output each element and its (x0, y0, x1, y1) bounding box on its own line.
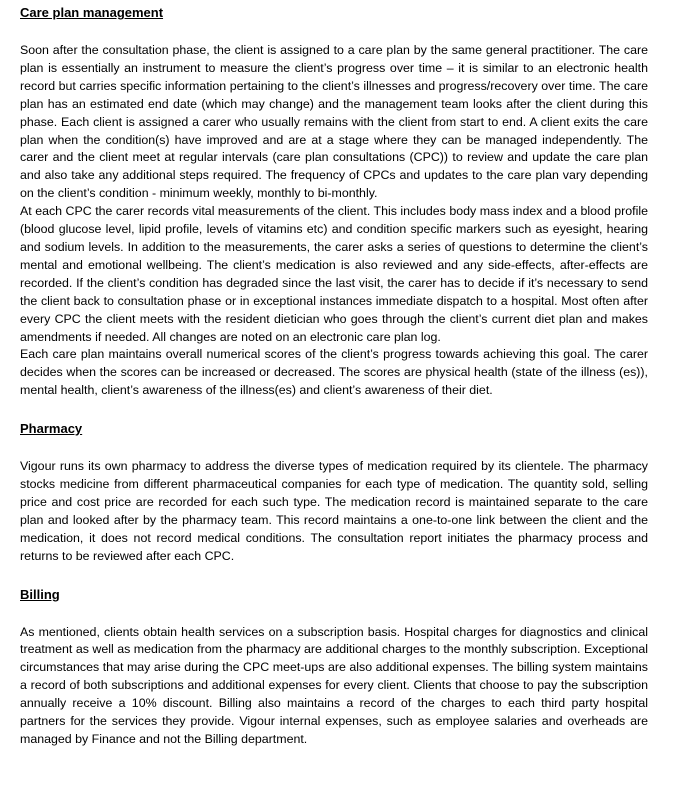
care-plan-paragraph-1: Soon after the consultation phase, the client is assigned to a care plan by the same general practitioner. The care plan is essentially an instrument to measure the client’s progress over time – it is similar to an electronic health record but carries specific information pertaining to the client’s illnesses and progress/recovery over time. The care plan has an estimated end date (which may change) and the management team looks after the client during this phase. Each client is assigned a carer who usually remains with the client from start to end. A client exits the care plan when the condition(s) have improved and are at a stage where they can be managed independently. The carer and the client meet at regular intervals (care plan consultations (CPC)) to review and update the care plan and also take any additional steps required. The frequency of CPCs and updates to the care plan vary depending on the client’s condition - minimum weekly, monthly to bi-monthly. (20, 43, 648, 201)
billing-paragraph-1: As mentioned, clients obtain health services on a subscription basis. Hospital charges for diagnostics and clinical treatment as well as medication from the pharmacy are additional charges to the monthly subscription. Exceptional circumstances that may arise during the CPC meet-ups are also additional expenses. The billing system maintains a record of both subscriptions and additional expenses for every client. Clients that choose to pay the subscription annually receive a 10% discount. Billing also maintains a record of the charges to each third party hospital partners for the services they provide. Vigour internal expenses, such as employee salaries and overheads are managed by Finance and not the Billing department. (20, 624, 648, 746)
care-plan-paragraph-2: At each CPC the carer records vital measurements of the client. This includes body mass index and a blood profile (blood glucose level, lipid profile, levels of vitamins etc) and condition specific markers such as eyesight, hearing and sodium levels. In addition to the measurements, the carer asks a series of questions to determine the client’s mental and emotional wellbeing. The client’s medication is also reviewed and any side-effects, after-effects are recorded. If the client’s condition has degraded since the last visit, the carer has to decide if it’s necessary to send the client back to consultation phase or in exceptional instances immediate dispatch to a hospital. Most often after every CPC the client meets with the resident dietician who goes through the client’s current diet plan and makes amendments if needed. All changes are noted on an electronic care plan log. (20, 204, 648, 344)
section-heading-billing: Billing (20, 586, 60, 602)
document-page (20, 4, 648, 749)
section-heading-care-plan-management: Care plan management (20, 5, 164, 20)
section-heading-pharmacy: Pharmacy (20, 421, 83, 437)
care-plan-paragraph-3: Each care plan maintains overall numerical scores of the client’s progress towards achieving this goal. The carer decides when the scores can be increased or decreased. The scores are physical health (state of the illness (es)), mental health, client’s awareness of the illness(es) and client’s awareness of their diet. (20, 347, 648, 398)
pharmacy-paragraph-1: Vigour runs its own pharmacy to address the diverse types of medication required by its clientele. The pharmacy stocks medicine from different pharmaceutical companies for each type of medication. The quantity sold, selling price and cost price are recorded for each such type. The medication record is maintained separate to the care plan and looked after by the pharmacy team. This record maintains a one-to-one link between the client and the medication, it does not record medical conditions. The consultation report initiates the pharmacy process and returns to be reviewed after each CPC. (20, 459, 648, 563)
